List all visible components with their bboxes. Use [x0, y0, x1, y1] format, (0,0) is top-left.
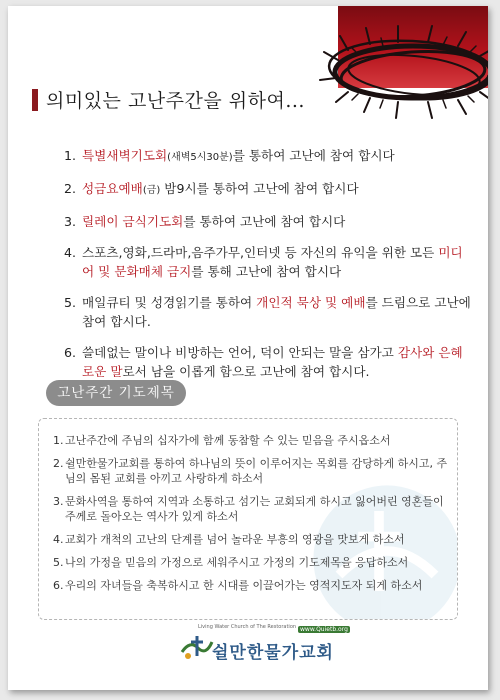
list-item-text: 로서 남을 이롭게 함으로 고난에 참여 합시다.	[122, 364, 370, 379]
church-logo	[178, 622, 348, 682]
church-logo-icon	[180, 632, 214, 662]
prayer-item-text: 고난주간에 주님의 십자가에 함께 동참할 수 있는 믿음을 주시옵소서	[65, 434, 391, 447]
highlight-text: 감사와 은혜로운 말	[82, 345, 463, 379]
list-item	[64, 343, 474, 381]
list-item-text: 스포츠,영화,드라마,음주가무,인터넷 등 자신의 유익을 위한 모든	[82, 245, 439, 260]
crown-of-thorns-icon	[308, 20, 488, 130]
prayer-item-number: 1.	[53, 434, 64, 447]
highlight-text: 릴레이 금식기도회	[82, 214, 184, 229]
highlight-text: 성금요예배	[82, 181, 143, 196]
list-item-number: 4.	[64, 245, 77, 260]
prayer-section-title: 고난주간 기도제목	[46, 380, 186, 406]
list-item-number: 6.	[64, 345, 77, 360]
heading-bar-icon	[32, 89, 38, 111]
prayer-item-text: 쉴만한물가교회를 통하여 하나님의 뜻이 이루어지는 목회를 감당하게 하시고, 주님의 몸된 교회를 아끼고 사랑하게 하소서	[65, 457, 448, 485]
prayer-item-number: 6.	[53, 579, 64, 592]
prayer-item-text: 교회가 개척의 고난의 단계를 넘어 놀라운 부흥의 영광을 맛보게 하소서	[65, 533, 405, 546]
prayer-item-text: 문화사역을 통하여 지역과 소통하고 섬기는 교회되게 하시고 잃어버린 영혼들이 주께로 돌아오는 역사가 있게 하소서	[65, 495, 444, 523]
list-item-text: (새벽5시30분)	[167, 152, 233, 163]
list-item-text: 를 통하여 고난에 참여 합시다	[232, 148, 395, 163]
list-item-text: (금)	[142, 185, 161, 196]
highlight-text: 개인적 묵상 및 예배	[256, 295, 366, 310]
participation-list	[64, 146, 474, 393]
logo-name: 쉴만한물가교회	[212, 643, 334, 663]
prayer-item-text: 나의 가정을 믿음의 가정으로 세워주시고 가정의 기도제목을 응답하소서	[65, 556, 409, 569]
highlight-text: 미디어 및 문화매체 금지	[82, 245, 463, 279]
prayer-item-number: 2.	[53, 457, 64, 470]
list-item-text: 밤9시를 통하여 고난에 참여 합시다	[160, 181, 359, 196]
list-item-number: 1.	[64, 148, 77, 163]
logo-tagline: Living Water Church of The Restoration	[198, 624, 297, 630]
prayer-box	[38, 418, 458, 620]
prayer-list	[53, 433, 448, 601]
highlight-text: 특별새벽기도회	[82, 148, 168, 163]
flyer-page	[8, 6, 488, 690]
list-item	[64, 243, 474, 281]
list-item-number: 2.	[64, 181, 77, 196]
list-item-text: 매일큐티 및 성경읽기를 통하여	[82, 295, 257, 310]
logo-url: www.Quietb.org	[300, 626, 348, 633]
prayer-item-number: 4.	[53, 533, 64, 546]
list-item-number: 5.	[64, 295, 77, 310]
prayer-item-number: 3.	[53, 495, 64, 508]
list-item-text: 쓸데없는 말이나 비방하는 언어, 덕이 안되는 말을 삼가고	[82, 345, 398, 360]
list-item	[64, 179, 474, 200]
prayer-item-number: 5.	[53, 556, 64, 569]
list-item-text: 를 드림으로 고난에 참여 합시다.	[82, 295, 471, 329]
page-title	[32, 86, 305, 113]
list-item	[64, 212, 474, 231]
prayer-item	[53, 578, 448, 593]
list-item-text: 를 통해 고난에 참여 합시다	[191, 264, 342, 279]
prayer-item	[53, 532, 448, 547]
list-item	[64, 146, 474, 167]
prayer-item	[53, 555, 448, 570]
list-item	[64, 293, 474, 331]
prayer-item	[53, 494, 448, 524]
prayer-item	[53, 456, 448, 486]
prayer-item	[53, 433, 448, 448]
heading-text: 의미있는 고난주간을 위하여...	[46, 90, 305, 112]
list-item-number: 3.	[64, 214, 77, 229]
list-item-text: 를 통하여 고난에 참여 합시다	[183, 214, 346, 229]
prayer-item-text: 우리의 자녀들을 축복하시고 한 시대를 이끌어가는 영적지도자 되게 하소서	[65, 579, 423, 592]
